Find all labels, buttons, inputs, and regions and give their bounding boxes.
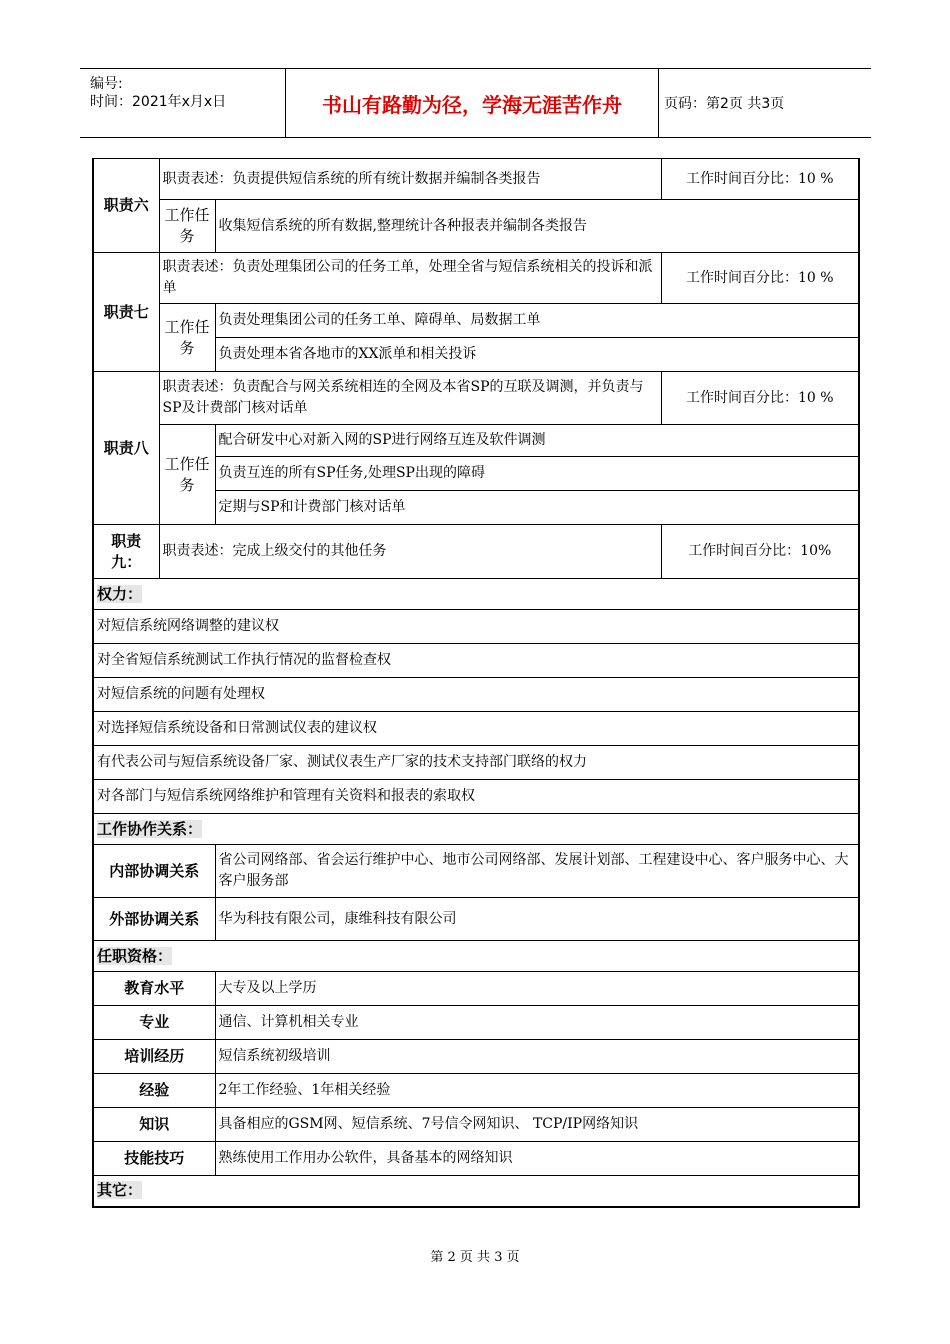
qualification-value: 熟练使用工作用办公软件，具备基本的网络知识 <box>215 1142 859 1176</box>
external-label: 外部协调关系 <box>93 898 215 941</box>
duty-description: 职责表述：负责配合与网关系统相连的全网及本省SP的互联及调测，并负责与SP及计费部门核对话单 <box>159 372 661 425</box>
qualification-label: 经验 <box>93 1074 215 1108</box>
qualification-value: 2年工作经验、1年相关经验 <box>215 1074 859 1108</box>
task-row <box>93 304 859 338</box>
qualification-label: 技能技巧 <box>93 1142 215 1176</box>
time-percentage: 工作时间百分比：10 % <box>661 253 859 304</box>
table-row <box>93 1074 859 1108</box>
section-header-row <box>93 814 859 845</box>
table-row <box>93 1108 859 1142</box>
section-header-row <box>93 1176 859 1207</box>
task-row <box>93 425 859 457</box>
duty-row <box>93 159 859 200</box>
qualification-value: 大专及以上学历 <box>215 972 859 1006</box>
duty-description: 职责表述：负责提供短信系统的所有统计数据并编制各类报告 <box>159 159 661 200</box>
time-percentage: 工作时间百分比：10 % <box>661 372 859 425</box>
duty-description: 职责表述：完成上级交付的其他任务 <box>159 525 661 579</box>
page-footer: 第 2 页 共 3 页 <box>430 1250 520 1265</box>
time-percentage: 工作时间百分比：10% <box>661 525 859 579</box>
table-row <box>93 898 859 941</box>
list-item <box>93 678 859 712</box>
qualification-value: 短信系统初级培训 <box>215 1040 859 1074</box>
power-item: 有代表公司与短信系统设备厂家、测试仪表生产厂家的技术支持部门联络的权力 <box>93 746 859 780</box>
time-percentage: 工作时间百分比：10 % <box>661 159 859 200</box>
header-page-info: 页码：第2页 共3页 <box>664 96 785 112</box>
power-item: 对全省短信系统测试工作执行情况的监督检查权 <box>93 644 859 678</box>
section-title-cooperation: 工作协作关系： <box>93 814 859 845</box>
qualification-value: 具备相应的GSM网、短信系统、7号信令网知识、 TCP/IP网络知识 <box>215 1108 859 1142</box>
header-motto: 书山有路勤为径，学海无涯苦作舟 <box>286 69 659 137</box>
task-row <box>93 200 859 253</box>
duty-row <box>93 253 859 304</box>
section-header-row <box>93 941 859 972</box>
duty-label: 职责七 <box>93 253 159 372</box>
duty-label: 职责九： <box>93 525 159 579</box>
power-item: 对各部门与短信系统网络维护和管理有关资料和报表的索取权 <box>93 780 859 814</box>
task-item: 负责互连的所有SP任务,处理SP出现的障碍 <box>215 457 859 491</box>
section-header-row <box>93 579 859 610</box>
list-item <box>93 746 859 780</box>
table-row <box>93 1006 859 1040</box>
list-item <box>93 644 859 678</box>
qualification-label: 专业 <box>93 1006 215 1040</box>
qualification-label: 知识 <box>93 1108 215 1142</box>
section-title-qualifications: 任职资格： <box>93 941 859 972</box>
duty-row <box>93 372 859 425</box>
task-item: 配合研发中心对新入网的SP进行网络互连及软件调测 <box>215 425 859 457</box>
document-number-label: 编号: <box>90 76 123 92</box>
task-label: 工作任务 <box>159 425 215 525</box>
duty-label: 职责八 <box>93 372 159 525</box>
list-item <box>93 610 859 644</box>
qualification-label: 培训经历 <box>93 1040 215 1074</box>
power-item: 对短信系统的问题有处理权 <box>93 678 859 712</box>
header-meta <box>80 69 286 137</box>
section-title-other: 其它： <box>93 1176 859 1207</box>
list-item <box>93 712 859 746</box>
table-row <box>93 845 859 898</box>
job-description-table <box>92 158 860 1208</box>
page-header <box>80 68 871 138</box>
task-label: 工作任务 <box>159 200 215 253</box>
power-item: 对选择短信系统设备和日常测试仪表的建议权 <box>93 712 859 746</box>
power-item: 对短信系统网络调整的建议权 <box>93 610 859 644</box>
task-item: 负责处理集团公司的任务工单、障碍单、局数据工单 <box>215 304 859 338</box>
document-date: 时间：2021年x月x日 <box>90 94 227 110</box>
table-row <box>93 972 859 1006</box>
internal-label: 内部协调关系 <box>93 845 215 898</box>
task-item: 收集短信系统的所有数据,整理统计各种报表并编制各类报告 <box>215 200 859 253</box>
external-value: 华为科技有限公司，康维科技有限公司 <box>215 898 859 941</box>
table-row <box>93 1040 859 1074</box>
duty-description: 职责表述：负责处理集团公司的任务工单，处理全省与短信系统相关的投诉和派单 <box>159 253 661 304</box>
qualification-label: 教育水平 <box>93 972 215 1006</box>
task-label: 工作任务 <box>159 304 215 372</box>
task-item: 负责处理本省各地市的XX派单和相关投诉 <box>215 338 859 372</box>
list-item <box>93 780 859 814</box>
duty-label: 职责六 <box>93 159 159 253</box>
task-item: 定期与SP和计费部门核对话单 <box>215 491 859 525</box>
duty-row <box>93 525 859 579</box>
table-row <box>93 1142 859 1176</box>
qualification-value: 通信、计算机相关专业 <box>215 1006 859 1040</box>
section-title-powers: 权力： <box>93 579 859 610</box>
internal-value: 省公司网络部、省会运行维护中心、地市公司网络部、发展计划部、工程建设中心、客户服务中心、大客户服务部 <box>215 845 859 898</box>
